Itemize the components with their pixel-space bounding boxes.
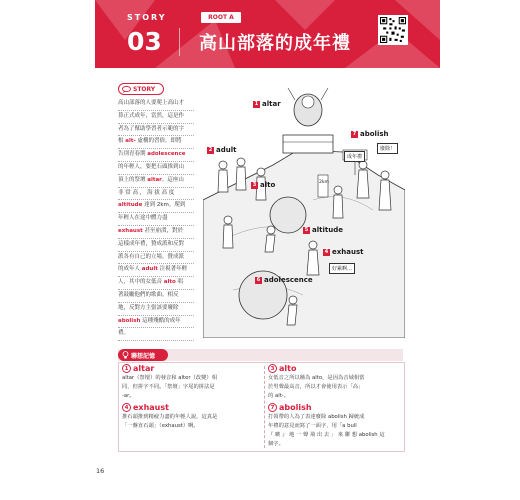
story-text: [118, 98, 194, 337]
story-text-run: 算正式成年，當然，這是作: [118, 112, 185, 119]
label-word: alto: [260, 181, 276, 189]
label-number: 3: [252, 181, 257, 188]
story-text-run: 達到 2km。爬到: [142, 202, 186, 209]
item-line: 打領帶的人為了表達廢除 abolish 歸統成: [268, 414, 365, 420]
label-word: altitude: [312, 226, 343, 234]
story-text-run: 注視著年輕: [157, 266, 188, 273]
story-line: [118, 252, 194, 265]
story-line: [118, 200, 194, 213]
story-line: [118, 175, 194, 188]
story-label: STORY: [127, 13, 167, 22]
mountain-scene: [203, 80, 405, 338]
story-line: [118, 277, 194, 290]
label-number: 7: [352, 130, 357, 137]
item-number: 7: [268, 403, 277, 412]
item-word: abolish: [279, 403, 312, 412]
item-number: 4: [122, 403, 131, 412]
label-word: adolescence: [264, 276, 313, 284]
root-badge: ROOT A: [201, 12, 241, 23]
vocab-word: adult: [141, 266, 158, 273]
item-line: -ar。: [122, 393, 135, 399]
story-illustration: [203, 80, 405, 338]
page-number: 16: [96, 467, 105, 475]
story-text-run: 根: [118, 138, 126, 145]
story-line: [118, 111, 194, 124]
item-number: 3: [268, 364, 277, 373]
label-word: adult: [216, 146, 237, 154]
item-word: exhaust: [133, 403, 169, 412]
speech-bubble-icon: [122, 86, 131, 93]
label-number: 6: [256, 276, 261, 283]
item-line: 同，但拼字不同。「祭壇」字尾的拼法是: [122, 384, 215, 390]
label-number: 5: [304, 226, 309, 233]
story-line: [118, 316, 194, 329]
story-line: [118, 136, 194, 149]
story-number: 03: [127, 27, 162, 56]
story-line: [118, 328, 194, 341]
item-line: 推石頭推到精疲力盡的年輕人說，這真是: [122, 414, 218, 420]
story-text-run: 虛構的習俗。即將: [135, 138, 182, 145]
story-line: [118, 226, 194, 239]
story-line: [118, 149, 194, 162]
altitude-marker: 2km: [319, 180, 329, 185]
label-number: 2: [208, 146, 213, 153]
story-text-run: 高山部落的人要爬上高山才: [118, 100, 185, 106]
story-text-run: 甚至崩潰，對於: [142, 227, 183, 234]
vocab-word: alto: [163, 279, 176, 286]
qr-code[interactable]: [378, 15, 408, 45]
memory-item-exhaust: [122, 403, 262, 431]
story-text-run: 人，其中的女低音: [118, 279, 164, 286]
label-exhaust: [323, 248, 363, 256]
story-header-banner: [95, 0, 440, 68]
story-line: [118, 98, 194, 111]
item-line: 女低音之所以稱為 alto，是因為音域相當: [268, 375, 365, 381]
story-tab-label: STORY: [133, 85, 156, 93]
story-line: [118, 239, 194, 252]
speech-bubble-abolish: 廢除！: [377, 143, 398, 154]
item-word: alto: [279, 364, 297, 373]
item-line: 於男聲最高音，所以才會使用表示「高」: [268, 384, 364, 390]
story-section-tab: [118, 83, 164, 95]
label-word: exhaust: [332, 248, 364, 256]
story-text-run: 地，反對方主張該要廢除: [118, 304, 179, 311]
story-text-run: 派各有自己的立場。贊成派: [118, 253, 185, 260]
vocab-word: altar: [147, 176, 162, 183]
item-number: 1: [122, 364, 131, 373]
story-text-run: 。這座山: [161, 176, 184, 183]
label-number: 1: [254, 100, 259, 107]
story-line: [118, 290, 194, 303]
item-line: altar（祭壇）的發音和 alter（改變）相: [122, 375, 217, 381]
story-text-run: 者為了幫助學習者示範的字: [118, 125, 185, 132]
story-line: [118, 162, 194, 175]
story-text-run: 頂上的祭壇: [118, 176, 148, 183]
label-adolescence: [255, 276, 313, 284]
label-word: altar: [262, 100, 281, 108]
label-number: 4: [324, 248, 329, 255]
vocab-word: altitude: [118, 202, 143, 209]
label-adult: [207, 146, 236, 154]
memory-item-alto: [268, 364, 408, 401]
story-text-run: 著鼓勵他們的歌曲。相反: [118, 291, 179, 298]
speech-bubble-help: 好累啊…: [329, 263, 355, 274]
item-word: altar: [133, 364, 155, 373]
item-line: 個字。: [268, 441, 284, 447]
sign-text: 成年禮: [344, 151, 365, 162]
page-title: 高山部落的成年禮: [199, 33, 351, 54]
memory-section-tab: [118, 349, 168, 361]
story-line: [118, 213, 194, 226]
story-text-run: 這種殘酷的成年: [140, 317, 181, 324]
memory-item-abolish: [268, 403, 408, 449]
label-abolish: [351, 130, 389, 138]
memory-tab-label: 聯想記憶: [131, 352, 156, 360]
story-line: [118, 188, 194, 201]
lightbulb-icon: [122, 351, 129, 359]
story-text-run: 的成年人: [118, 266, 142, 273]
item-line: 『 啵 』 地 一 聲 飛 出 去 」 來 聯 想 abolish 這: [268, 432, 385, 438]
story-line: [118, 303, 194, 316]
label-alto: [251, 181, 275, 189]
header-divider: [179, 28, 180, 56]
label-altitude: [303, 226, 343, 234]
memory-divider: [264, 366, 265, 448]
vocab-word: abolish: [118, 317, 141, 324]
story-text-run: 年輕人在途中體力盡: [118, 215, 168, 222]
item-line: 的 alt-。: [268, 393, 289, 399]
vocab-word: alt-: [125, 138, 136, 145]
story-text-run: 的年輕人，要把石頭推到山: [118, 163, 185, 170]
item-line: 「一盤直石頭」（exhaust）啊。: [122, 423, 199, 429]
vocab-word: exhaust: [118, 227, 143, 234]
story-line: [118, 124, 194, 137]
vocab-word: adolescence: [147, 151, 186, 158]
memory-item-altar: [122, 364, 262, 401]
story-text-run: 唱: [175, 279, 184, 286]
item-line: 年禮的意見而寫了一面字，用「a bull: [268, 423, 357, 429]
story-text-run: 非 常 高 ， 海 拔 高 度: [118, 189, 175, 196]
label-altar: [253, 100, 281, 108]
story-text-run: 這樣成年禮，贊成派和反對: [118, 240, 185, 247]
label-word: abolish: [360, 130, 389, 138]
story-text-run: 告別青春期: [118, 151, 148, 158]
story-line: [118, 264, 194, 277]
story-text-run: 禮。: [118, 330, 130, 337]
